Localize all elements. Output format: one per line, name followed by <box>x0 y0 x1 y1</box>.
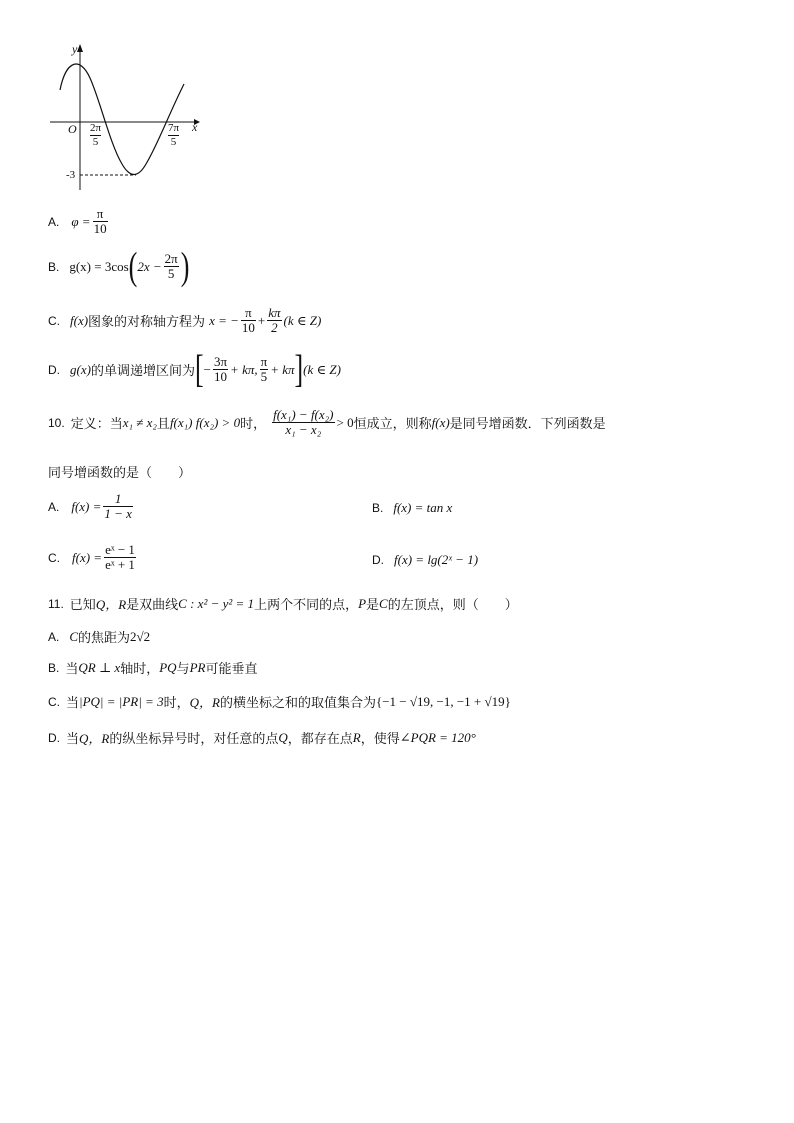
option-label: D. <box>48 362 60 377</box>
option-text: 当 <box>66 732 80 747</box>
stem-text-3: 时， <box>240 417 267 432</box>
fraction-2 <box>260 355 269 384</box>
stem-text-4: 恒成立，则称 <box>353 417 432 432</box>
fraction <box>93 207 108 236</box>
left-bracket: [ <box>194 347 204 391</box>
q11-stem <box>48 594 518 613</box>
condition-2: f(x₁) f(x₂) > 0 <box>169 414 241 430</box>
option-math: Q <box>278 729 288 745</box>
tick-2-num: 7π <box>168 122 180 134</box>
option-text: 的横坐标之和的取值集合为 <box>219 696 376 711</box>
denominator: 2 <box>271 320 278 335</box>
q10-option-b <box>372 500 452 516</box>
condition: (k ∈ Z) <box>303 361 341 377</box>
stem-text-2: 且 <box>156 417 170 432</box>
option-text: 可能垂直 <box>205 662 258 677</box>
tick-1-num: 2π <box>90 122 102 134</box>
option-math: Q，R <box>189 695 220 710</box>
difference-quotient <box>272 408 334 437</box>
option-label: B. <box>372 501 384 515</box>
right-paren: ) <box>180 244 190 288</box>
q11-option-c <box>48 692 511 711</box>
option-lhs: f(x) = <box>71 498 102 514</box>
condition: (k ∈ Z) <box>283 312 322 328</box>
denominator: eˣ + 1 <box>105 557 135 572</box>
condition-1: x₁ ≠ x₂ <box>122 414 157 430</box>
option-label: C. <box>48 313 60 328</box>
fraction <box>104 543 136 572</box>
option-label: B. <box>48 259 60 274</box>
stem-part: 上两个不同的点， <box>254 598 359 613</box>
numerator: π <box>241 306 256 321</box>
fraction <box>164 252 179 281</box>
option-math: |PQ| = |PR| = 3 <box>79 693 164 709</box>
minus-sign: − <box>203 361 211 377</box>
option-label: D. <box>48 730 60 745</box>
option-lhs: g(x) = 3cos <box>69 258 129 274</box>
option-math: R <box>352 729 361 745</box>
q9-option-d <box>48 347 341 391</box>
numerator: 2π <box>164 251 178 266</box>
numerator: f(x₁) − f(x₂) <box>273 407 334 422</box>
denominator: 10 <box>241 320 255 335</box>
option-text: 的纵坐标异号时，对任意的点 <box>109 732 279 747</box>
numerator: π <box>93 207 108 222</box>
fraction <box>103 492 133 521</box>
q9-option-b <box>48 244 190 288</box>
stem-math: C <box>379 595 388 611</box>
greater-than-zero: > 0 <box>336 414 354 430</box>
q10-option-a <box>48 492 135 521</box>
q10-stem-line-1 <box>48 408 606 437</box>
option-inner: 2x − <box>137 258 162 274</box>
option-text: 的焦距为 <box>78 631 131 646</box>
option-math: Q，R <box>79 731 110 746</box>
q11-option-b <box>48 658 257 677</box>
tick-label-2pi-5 <box>90 122 101 149</box>
equation-lhs: x = − <box>209 312 239 328</box>
option-math: PQ <box>159 659 177 675</box>
sine-graph <box>44 40 214 196</box>
option-lhs: φ = <box>71 213 91 229</box>
option-text: ，都存在点 <box>287 732 353 747</box>
x-axis-label: x <box>192 120 198 134</box>
denominator: x₁ − x₂ <box>285 422 322 437</box>
q11-option-a <box>48 627 150 646</box>
option-label: C. <box>48 694 60 709</box>
fraction-2 <box>267 306 281 335</box>
q10-stem-line-2: 同号增函数的是（ ） <box>48 466 192 481</box>
fraction-1 <box>241 306 256 335</box>
numerator: 3π <box>213 354 228 369</box>
tick-label-7pi-5 <box>168 122 179 149</box>
origin-label: O <box>68 122 77 136</box>
option-text: 的单调递增区间为 <box>90 364 195 379</box>
option-math: {−1 − √19, −1, −1 + √19} <box>375 693 511 709</box>
option-expr: f(x) = tan x <box>393 500 453 515</box>
question-number: 10. <box>48 415 65 430</box>
option-text: 当 <box>66 696 80 711</box>
option-math: 2√2 <box>130 628 151 644</box>
stem-part: 是 <box>366 598 380 613</box>
numerator: 1 <box>103 492 133 507</box>
fraction-1 <box>213 355 228 384</box>
option-text: 时， <box>163 696 190 711</box>
option-math: PR <box>189 659 206 675</box>
q11-option-d <box>48 728 476 747</box>
denominator: 1 − x <box>104 506 132 521</box>
q10-option-d <box>372 552 478 568</box>
denominator: 10 <box>93 221 107 236</box>
option-expr: f(x) = lg(2ˣ − 1) <box>394 552 479 567</box>
y-axis-label: y <box>72 42 78 56</box>
stem-part: 已知 <box>69 598 96 613</box>
stem-part: 是双曲线 <box>126 598 179 613</box>
q9-option-c <box>48 306 321 335</box>
option-text: 轴时， <box>120 662 160 677</box>
option-label: A. <box>48 214 60 229</box>
y-axis-arrow <box>77 44 83 52</box>
question-number: 11. <box>48 596 64 611</box>
stem-part: 的左顶点，则（ ） <box>387 598 518 613</box>
denominator: 5 <box>167 266 175 281</box>
option-text: ，使得 <box>360 732 400 747</box>
stem-text-1: 定义：当 <box>70 417 123 432</box>
function-name: f(x) <box>70 312 89 328</box>
option-lhs: f(x) = <box>72 549 103 565</box>
interval-mid: + kπ, <box>230 361 258 377</box>
interval-end: + kπ <box>270 361 295 377</box>
numerator: kπ <box>268 305 281 320</box>
function-name: g(x) <box>70 361 91 377</box>
tick-1-den: 5 <box>92 136 99 148</box>
stem-math: Q，R <box>95 597 127 612</box>
tick-2-den: 5 <box>170 136 177 148</box>
denominator: 10 <box>214 369 227 384</box>
option-label: C. <box>48 550 60 565</box>
stem-text-5: 是同号增函数．下列函数是 <box>449 417 606 432</box>
numerator: eˣ − 1 <box>105 542 135 557</box>
min-value-label: -3 <box>66 169 76 181</box>
option-label: A. <box>48 629 60 644</box>
stem-math: P <box>358 595 367 611</box>
option-text: 与 <box>176 662 190 677</box>
option-label: D. <box>372 553 384 567</box>
stem-math: C : x² − y² = 1 <box>178 595 255 611</box>
option-math: ∠PQR = 120° <box>399 729 476 745</box>
option-math: C <box>69 628 79 644</box>
plus-sign: + <box>257 312 266 328</box>
function-name: f(x) <box>431 414 450 430</box>
option-label: A. <box>48 499 60 514</box>
left-paren: ( <box>128 244 138 288</box>
option-text: 图象的对称轴方程为 <box>88 315 206 330</box>
option-math: QR ⊥ x <box>78 659 121 675</box>
numerator: π <box>260 354 268 369</box>
q9-option-a <box>48 207 110 236</box>
right-bracket: ] <box>294 347 304 391</box>
q10-option-c <box>48 543 138 572</box>
option-label: B. <box>48 660 60 675</box>
sine-curve <box>60 64 184 174</box>
denominator: 5 <box>260 369 268 384</box>
option-text: 当 <box>65 662 79 677</box>
